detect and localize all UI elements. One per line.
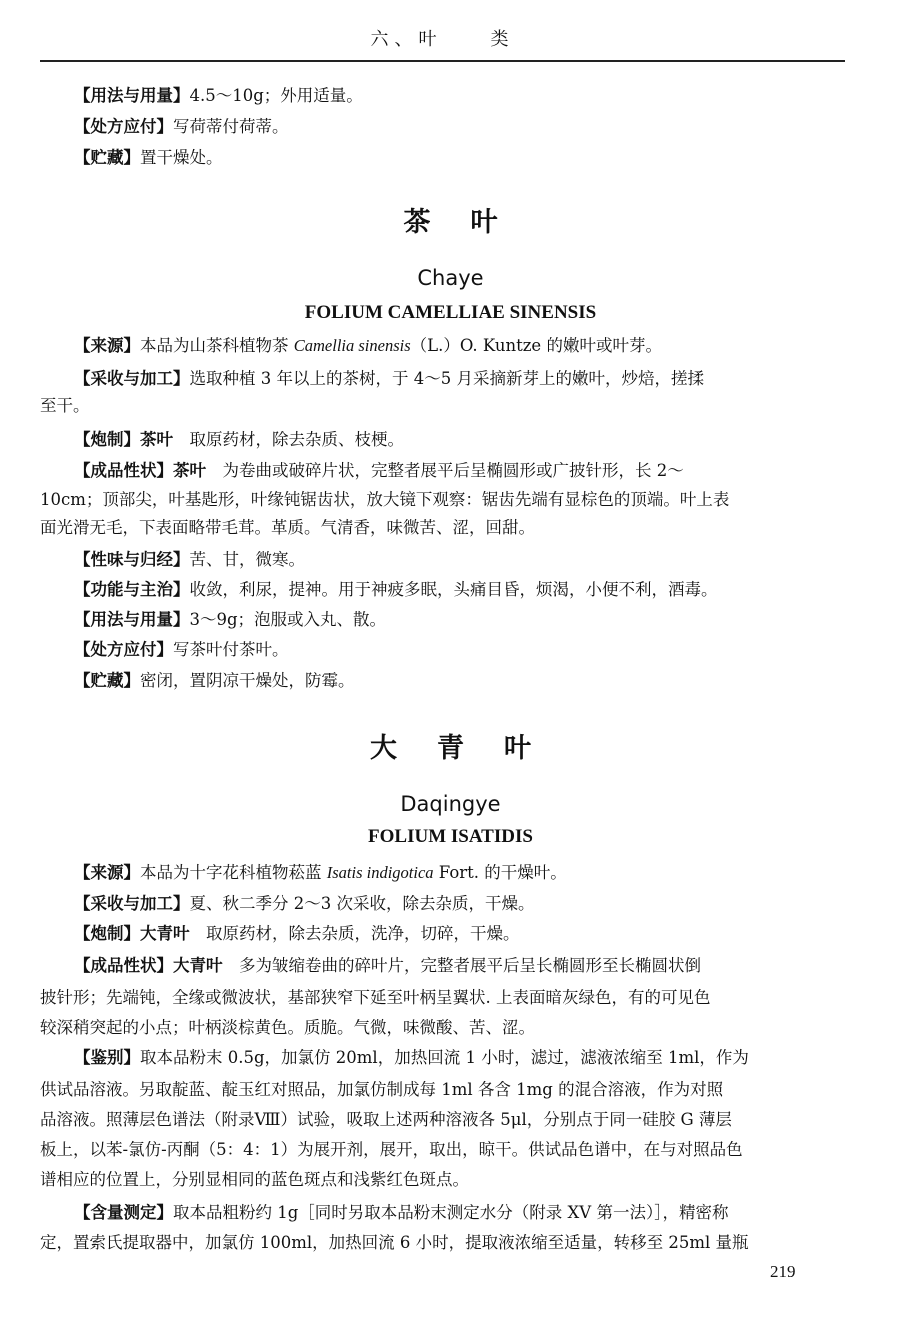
- chaye-usage-line: [74, 608, 840, 632]
- daqingye-harvest-line: [74, 892, 840, 916]
- daqingye-latin-name: FOLIUM ISATIDIS: [368, 826, 533, 847]
- chaye-storage-label: 【贮藏】: [74, 671, 140, 690]
- top-usage-label: 【用法与用量】: [74, 86, 190, 105]
- daqingye-ident-label: 【鉴别】: [74, 1048, 140, 1067]
- chaye-props-sub: 茶叶: [173, 461, 206, 480]
- chaye-nature-line: [74, 548, 840, 572]
- daqingye-title: 大青叶: [370, 733, 571, 764]
- page-number: 219: [770, 1262, 796, 1281]
- running-head: 六、叶 类: [370, 29, 515, 50]
- chaye-process-text: 取原药材，除去杂质、枝梗。: [173, 430, 404, 449]
- daqingye-source-species: Isatis indigotica: [326, 863, 434, 882]
- chaye-process-sub: 茶叶: [140, 430, 173, 449]
- daqingye-props-line: [74, 954, 840, 978]
- chaye-source-line: [74, 334, 840, 358]
- top-prescription-line: [74, 115, 840, 139]
- top-storage-text: 置干燥处。: [140, 148, 223, 167]
- daqingye-ident-line-2: 供试品溶液。另取靛蓝、靛玉红对照品，加氯仿制成每 1ml 各含 1mg 的混合溶液，作为对照: [40, 1080, 724, 1099]
- chaye-storage-text: 密闭，置阴凉干燥处，防霉。: [140, 671, 355, 690]
- daqingye-assay-label: 【含量测定】: [74, 1203, 173, 1222]
- top-usage-text: 4.5～10g；外用适量。: [189, 86, 363, 105]
- chaye-prescription-label: 【处方应付】: [74, 640, 173, 659]
- daqingye-pinyin: Daqingye: [400, 792, 501, 816]
- daqingye-process-label: 【炮制】: [74, 924, 140, 943]
- daqingye-ident-line-5: 谱相应的位置上，分别显相同的蓝色斑点和浅紫红色斑点。: [40, 1170, 469, 1189]
- chaye-title: 茶叶: [403, 207, 538, 238]
- daqingye-props-1: 多为皱缩卷曲的碎叶片，完整者展平后呈长椭圆形至长椭圆状倒: [222, 956, 701, 975]
- top-prescription-label: 【处方应付】: [74, 117, 173, 136]
- daqingye-ident-1: 取本品粉末 0.5g，加氯仿 20ml，加热回流 1 小时，滤过，滤液浓缩至 1ml，作为: [140, 1048, 749, 1067]
- chaye-function-line: [74, 578, 840, 602]
- daqingye-assay-1: 取本品粗粉约 1g［同时另取本品粉末测定水分（附录 XV 第一法）］，精密称: [173, 1203, 729, 1222]
- chaye-props-line: [74, 459, 840, 483]
- top-prescription-text: 写荷蒂付荷蒂。: [173, 117, 289, 136]
- daqingye-harvest-text: 夏、秋二季分 2～3 次采收，除去杂质，干燥。: [189, 894, 535, 913]
- daqingye-source-line: [74, 861, 840, 885]
- daqingye-harvest-label: 【采收与加工】: [74, 894, 190, 913]
- chaye-prescription-line: [74, 638, 840, 662]
- chaye-nature-label: 【性味与归经】: [74, 550, 190, 569]
- daqingye-process-text: 取原药材，除去杂质，洗净，切碎，干燥。: [189, 924, 520, 943]
- daqingye-assay-line: [74, 1201, 840, 1225]
- daqingye-process-sub: 大青叶: [140, 924, 190, 943]
- chaye-latin-name: FOLIUM CAMELLIAE SINENSIS: [304, 302, 597, 323]
- chaye-source-species: Camellia sinensis: [293, 336, 411, 355]
- chaye-props-label: 【成品性状】: [74, 461, 173, 480]
- daqingye-source-b: Fort. 的干燥叶。: [433, 863, 567, 882]
- top-storage-line: [74, 146, 840, 170]
- chaye-process-label: 【炮制】: [74, 430, 140, 449]
- daqingye-ident-line: [74, 1046, 840, 1070]
- chaye-source-label: 【来源】: [74, 336, 140, 355]
- daqingye-process-line: [74, 922, 840, 946]
- chaye-props-line-3: 面光滑无毛，下表面略带毛茸。革质。气清香，味微苦、涩，回甜。: [40, 518, 535, 537]
- header-rule: [40, 60, 845, 62]
- daqingye-source-label: 【来源】: [74, 863, 140, 882]
- daqingye-props-line-2: 披针形；先端钝，全缘或微波状，基部狭窄下延至叶柄呈翼状. 上表面暗灰绿色，有的可见色: [40, 988, 711, 1007]
- chaye-function-text: 收敛，利尿，提神。用于神疲多眠，头痛目昏，烦渴，小便不利，酒毒。: [189, 580, 718, 599]
- daqingye-source-a: 本品为十字花科植物菘蓝: [140, 863, 327, 882]
- chaye-prescription-text: 写茶叶付茶叶。: [173, 640, 289, 659]
- daqingye-ident-line-3: 品溶液。照薄层色谱法（附录Ⅷ）试验，吸取上述两种溶液各 5μl，分别点于同一硅胶 G 薄层: [40, 1110, 732, 1129]
- chaye-storage-line: [74, 669, 840, 693]
- top-usage-line: [74, 84, 840, 108]
- chaye-harvest-line-2: 至干。: [40, 396, 90, 415]
- chaye-usage-text: 3～9g；泡服或入丸、散。: [189, 610, 387, 629]
- daqingye-props-line-3: 较深稍突起的小点；叶柄淡棕黄色。质脆。气微，味微酸、苦、涩。: [40, 1018, 535, 1037]
- chaye-harvest-label: 【采收与加工】: [74, 369, 190, 388]
- top-storage-label: 【贮藏】: [74, 148, 140, 167]
- chaye-nature-text: 苦、甘，微寒。: [189, 550, 305, 569]
- daqingye-assay-line-2: 定，置索氏提取器中，加氯仿 100ml，加热回流 6 小时，提取液浓缩至适量，转移至 25ml 量瓶: [40, 1233, 749, 1252]
- chaye-props-line-2: 10cm；顶部尖，叶基匙形，叶缘钝锯齿状，放大镜下观察：锯齿先端有显棕色的顶端。叶上表: [40, 490, 730, 509]
- chaye-pinyin: Chaye: [417, 266, 484, 290]
- chaye-usage-label: 【用法与用量】: [74, 610, 190, 629]
- chaye-process-line: [74, 428, 840, 452]
- chaye-harvest-line: [74, 367, 840, 391]
- daqingye-ident-line-4: 板上，以苯-氯仿-丙酮（5：4：1）为展开剂，展开，取出，晾干。供试品色谱中，在与对照品色: [40, 1140, 743, 1159]
- chaye-harvest-1: 选取种植 3 年以上的茶树，于 4～5 月采摘新芽上的嫩叶，炒焙，搓揉: [189, 369, 704, 388]
- chaye-source-b: （L.）O. Kuntze 的嫩叶或叶芽。: [410, 336, 662, 355]
- chaye-props-1: 为卷曲或破碎片状，完整者展平后呈椭圆形或广披针形，长 2～: [206, 461, 684, 480]
- daqingye-props-sub: 大青叶: [173, 956, 223, 975]
- daqingye-props-label: 【成品性状】: [74, 956, 173, 975]
- chaye-function-label: 【功能与主治】: [74, 580, 190, 599]
- chaye-source-a: 本品为山茶科植物茶: [140, 336, 294, 355]
